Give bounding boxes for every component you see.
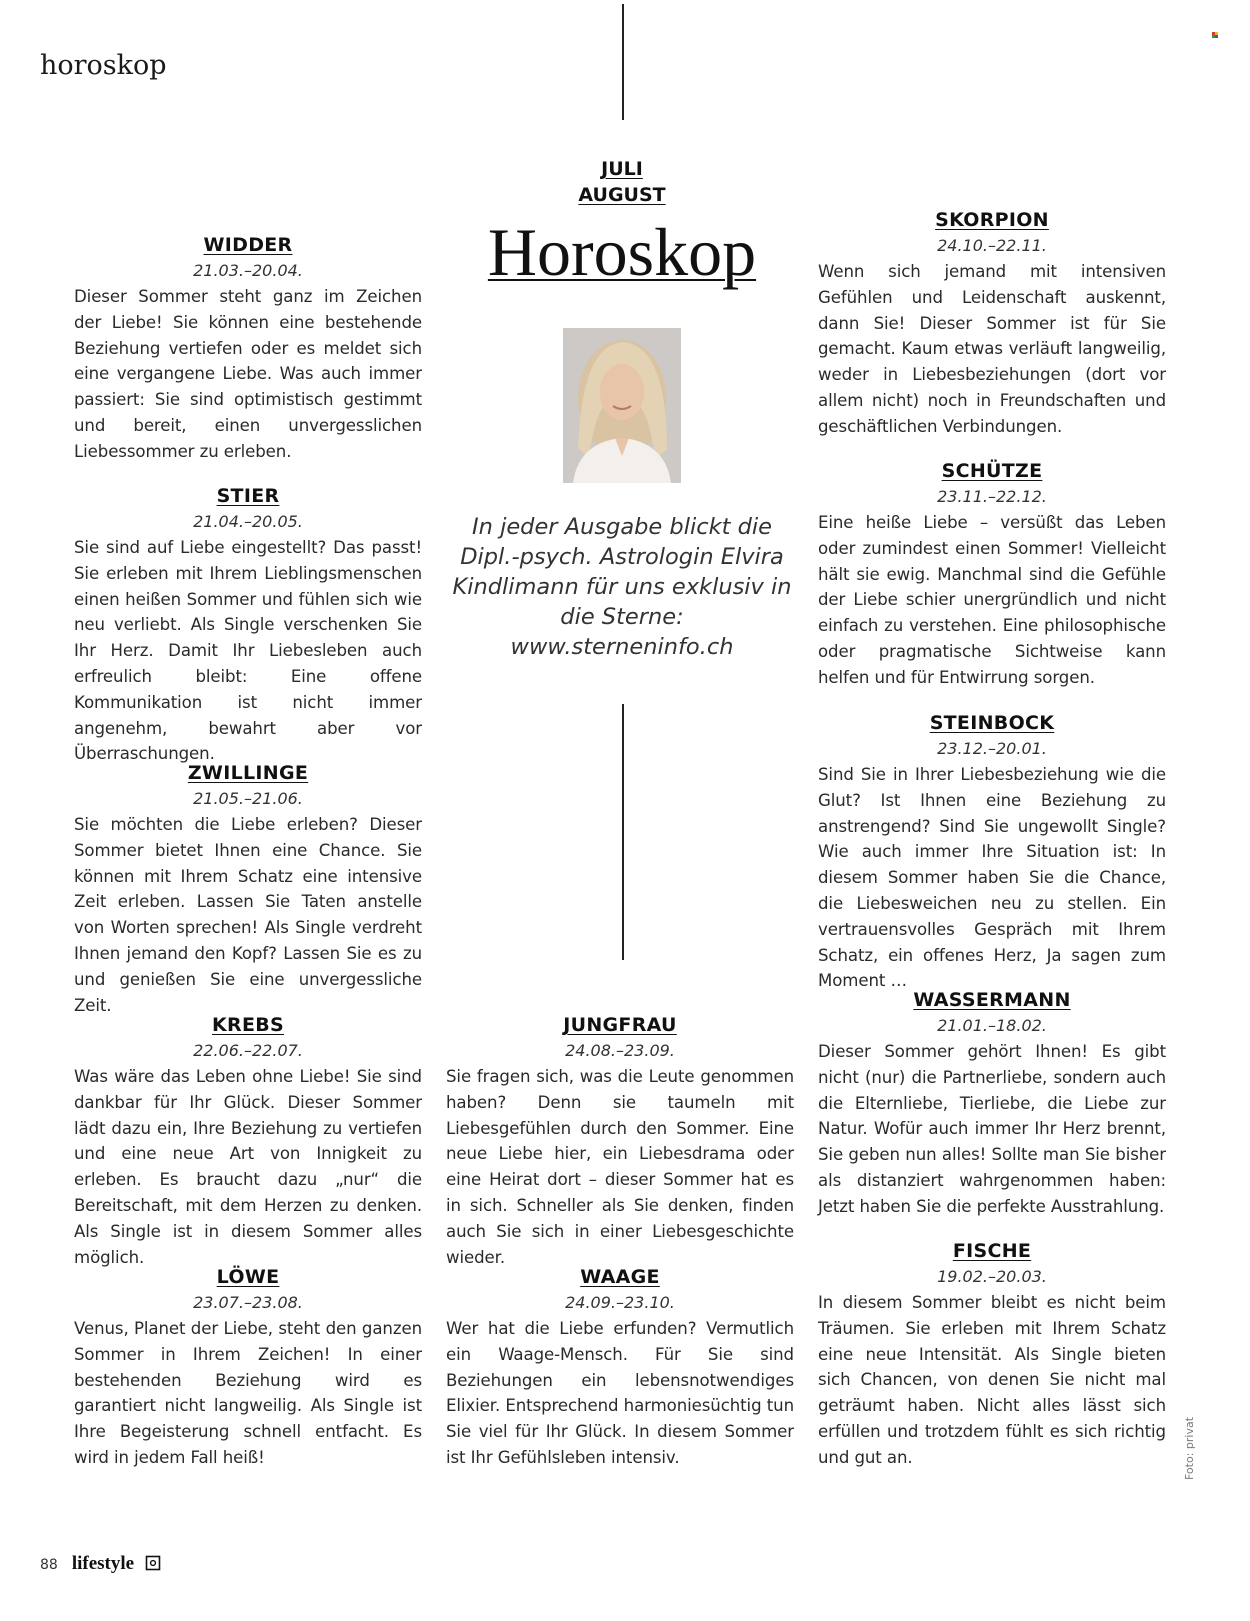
sign-text: Venus, Planet der Liebe, steht den ganzen Sommer in Ihrem Zeichen! In einer bestehenden Beziehung wird es garantiert nicht langweilig. Als Single ist Ihre Begeisterung schnell entfacht. Es wird in jedem Fall heiß! — [74, 1319, 422, 1467]
sign-text: Dieser Sommer steht ganz im Zeichen der Liebe! Sie können eine bestehende Beziehung vertiefen oder es meldet sich eine vergangene Liebe. Was auch immer passiert: Sie sind optimistisch gestimmt und bereit, einen unvergesslichen Liebessommer zu erleben. — [74, 287, 422, 461]
sign-widder — [74, 232, 422, 465]
sign-dates: 19.02.–20.03. — [937, 1267, 1047, 1286]
sign-dates: 21.01.–18.02. — [937, 1016, 1047, 1035]
sign-dates: 24.08.–23.09. — [565, 1041, 675, 1060]
intro-text: In jeder Ausgabe blickt die Dipl.-psych. Astrologin Elvira Kindlimann für uns exklusiv in die Sterne: www.sterneninfo.ch — [452, 514, 792, 660]
sign-dates: 21.03.–20.04. — [193, 261, 303, 280]
sign-title: WASSERMANN — [913, 989, 1071, 1011]
sign-text: Sind Sie in Ihrer Liebesbeziehung wie die Glut? Ist Ihnen eine Beziehung zu anstrengend? Sind Sie ungewollt Single? Wie auch immer Ihre Situation ist: In diesem Sommer haben Sie die Chance, die Liebesweichen neu zu stellen. Ein vertrauensvolles Gespräch mit Ihrem Schatz, ein offenes Herz, Ja sagen zum Moment … — [818, 765, 1166, 991]
sign-text: Was wäre das Leben ohne Liebe! Sie sind dankbar für Ihr Glück. Dieser Sommer lädt dazu ein, Ihre Beziehung zu vertiefen und eine neue Art von Innigkeit zu erleben. Es braucht dazu „nur“ die Bereitschaft, mit dem Herzen zu denken. Als Single ist in diesem Sommer alles möglich. — [74, 1067, 422, 1267]
sign-dates: 21.04.–20.05. — [193, 512, 303, 531]
sign-text: Wer hat die Liebe erfunden? Vermutlich ein Waage-Mensch. Für Sie sind Beziehungen ein lebensnotwendiges Elixier. Entsprechend harmoniesüchtig tun Sie viel für Ihr Glück. In diesem Sommer ist Ihr Gefühlsleben intensiv. — [446, 1319, 794, 1467]
page-number: 88 — [40, 1557, 58, 1573]
sign-text: Wenn sich jemand mit intensiven Gefühlen und Leidenschaft auskennt, dann Sie! Dieser Sommer ist für Sie gemacht. Kaum etwas verläuft langweilig, weder in Liebesbeziehungen (dort vor allem nicht) noch in Freundschaften und geschäftlichen Verbindungen. — [818, 262, 1166, 436]
sign-skorpion — [818, 207, 1166, 440]
sign-title: JUNGFRAU — [563, 1014, 677, 1036]
square-flower-icon — [145, 1555, 161, 1575]
sign-title: WAAGE — [580, 1266, 660, 1288]
sign-krebs — [74, 1012, 422, 1270]
sign-dates: 23.12.–20.01. — [937, 739, 1047, 758]
sign-text: Sie möchten die Liebe erleben? Dieser Sommer bietet Ihnen eine Chance. Sie können mit Ihrem Schatz eine intensive Zeit erleben. Lassen Sie Taten anstelle von Worten sprechen! Als Single verdreht Ihnen jemand den Kopf? Lassen Sie es zu und genießen Sie eine unvergessliche Zeit. — [74, 815, 422, 1015]
sign-zwillinge — [74, 760, 422, 1018]
sign-title: STIER — [216, 485, 280, 507]
month-label: AUGUST — [578, 184, 666, 206]
sign-schuetze — [818, 458, 1166, 691]
sign-title: FISCHE — [952, 1240, 1032, 1262]
sign-title: SKORPION — [935, 209, 1049, 231]
sign-dates: 21.05.–21.06. — [193, 789, 303, 808]
sign-text: Dieser Sommer gehört Ihnen! Es gibt nicht (nur) die Partnerliebe, sondern auch die Elternliebe, Tierliebe, die Liebe zur Natur. Wofür auch immer Ihr Herz brennt, Sie geben nun alles! Sollte man Sie bisher als distanziert wahrgenommen haben: Jetzt haben Sie die perfekte Ausstrahlung. — [818, 1042, 1166, 1216]
sign-dates: 23.07.–23.08. — [193, 1293, 303, 1312]
section-label: horoskop — [40, 50, 167, 81]
page-footer — [40, 1553, 161, 1575]
sign-title: WIDDER — [203, 234, 293, 256]
portrait-photo — [563, 328, 681, 483]
sign-title: STEINBOCK — [929, 712, 1055, 734]
sign-fische — [818, 1238, 1166, 1471]
sign-stier — [74, 483, 422, 767]
sign-jungfrau — [446, 1012, 794, 1270]
sign-dates: 24.10.–22.11. — [937, 236, 1047, 255]
sign-waage — [446, 1264, 794, 1471]
sign-loewe — [74, 1264, 422, 1471]
brand-name: lifestyle — [71, 1553, 135, 1574]
page-title: Horoskop — [487, 214, 757, 290]
sign-title: ZWILLINGE — [187, 762, 309, 784]
photo-credit: Foto: privat — [1183, 1416, 1196, 1480]
sign-text: Eine heiße Liebe – versüßt das Leben oder zumindest einen Sommer! Vielleicht hält sie ewig. Manchmal sind die Gefühle der Liebe schier unergründlich und nicht einfach zu verstehen. Eine philosophische oder pragmatische Sichtweise kann helfen und für Entwirrung sorgen. — [818, 513, 1166, 687]
divider-middle — [622, 704, 624, 960]
sign-text: In diesem Sommer bleibt es nicht beim Träumen. Sie erleben mit Ihrem Schatz eine neue Intensität. Als Single bieten sich Chancen, von denen Sie nicht mal geträumt haben. Nicht alles lässt sich erfüllen und trotzdem fühlt es sich richtig und gut an. — [818, 1293, 1166, 1467]
month-label: JULI — [601, 158, 643, 180]
sign-steinbock — [818, 710, 1166, 994]
sign-text: Sie fragen sich, was die Leute genommen haben? Denn sie taumeln mit Liebesgefühlen durch den Sommer. Eine neue Liebe hier, ein Liebesdrama oder eine Heirat dort – dieser Sommer hat es in sich. Schneller als Sie denken, finden auch Sie sich in einer Liebesgeschichte wieder. — [446, 1067, 794, 1267]
sign-title: KREBS — [212, 1014, 284, 1036]
divider-top — [622, 4, 624, 120]
sign-title: LÖWE — [216, 1266, 280, 1288]
sign-dates: 22.06.–22.07. — [193, 1041, 303, 1060]
brand-logo — [72, 1553, 161, 1575]
sign-wassermann — [818, 987, 1166, 1220]
sign-dates: 24.09.–23.10. — [565, 1293, 675, 1312]
color-mark-icon — [1212, 32, 1218, 38]
sign-dates: 23.11.–22.12. — [937, 487, 1047, 506]
sign-title: SCHÜTZE — [941, 460, 1043, 482]
sign-text: Sie sind auf Liebe eingestellt? Das passt! Sie erleben mit Ihrem Lieblingsmenschen einen heißen Sommer und fühlen sich wie neu verliebt. Als Single verschenken Sie Ihr Herz. Damit Ihr Liebesleben auch erfreulich bleibt: Eine offene Kommunikation ist nicht immer angenehm, bewahrt aber vor Überraschungen. — [74, 538, 422, 764]
